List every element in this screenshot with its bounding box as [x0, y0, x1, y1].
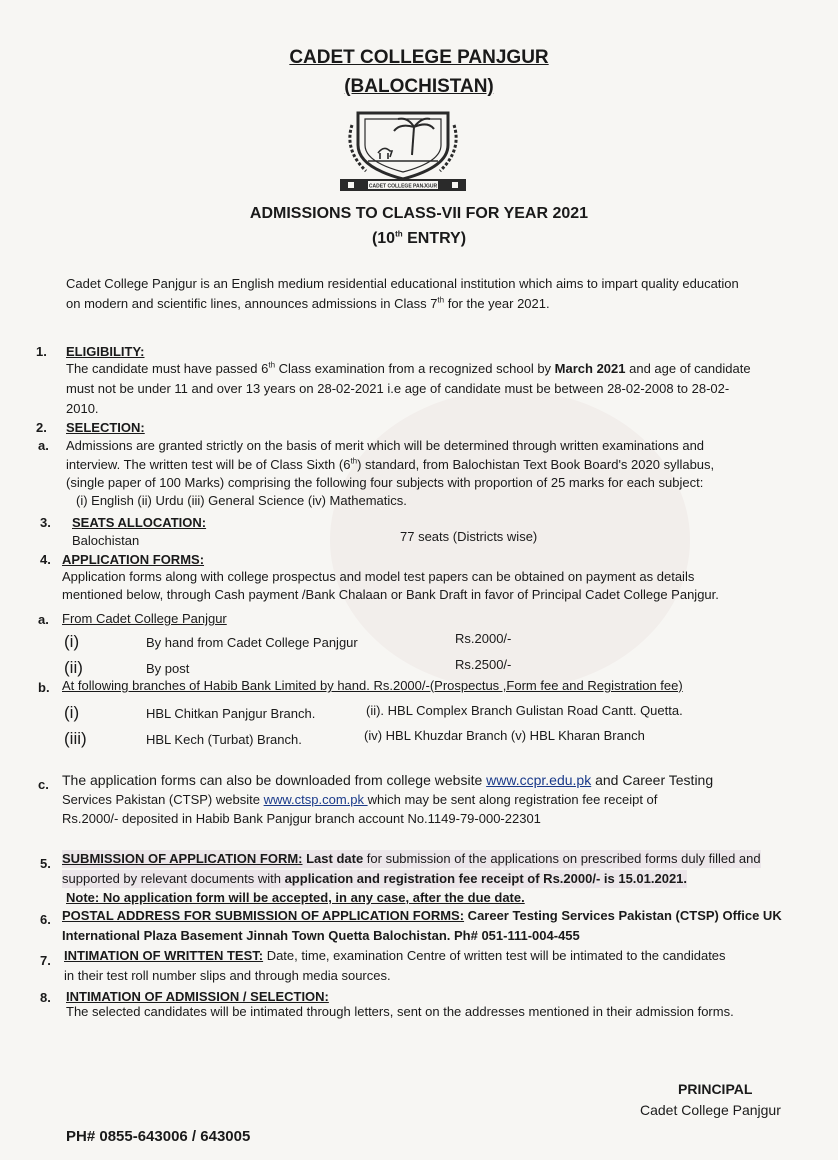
forms-a-row-1-method: By hand from Cadet College Panjgur [146, 635, 358, 650]
written-test-line-1: INTIMATION OF WRITTEN TEST: Date, time, examination Centre of written test will be intimated to the candidates [64, 948, 726, 963]
written-test-heading: INTIMATION OF WRITTEN TEST: [64, 948, 264, 963]
submission-note: Note: No application form will be accepted, in any case, after the due date. [66, 890, 525, 905]
seats-heading: SEATS ALLOCATION: [72, 515, 207, 530]
selection-subjects: (i) English (ii) Urdu (iii) General Science (iv) Mathematics. [76, 493, 407, 508]
college-website-link[interactable]: www.ccpr.edu.pk [486, 772, 592, 788]
forms-line-2: mentioned below, through Cash payment /Bank Chalaan or Bank Draft in favor of Principal Cadet College Panjgur. [62, 587, 719, 602]
forms-b-branch-kech: HBL Kech (Turbat) Branch. [146, 732, 302, 747]
college-region: (BALOCHISTAN) [344, 76, 494, 97]
intro-line-1: Cadet College Panjgur is an English medium residential educational institution which aims to impart quality education [66, 276, 739, 291]
forms-b-row-1-numeral: (i) [64, 703, 80, 722]
section-8-number: 8. [40, 990, 51, 1005]
forms-b-branch-khuzdar-kharan: (iv) HBL Khuzdar Branch (v) HBL Kharan Branch [364, 728, 645, 743]
postal-heading: POSTAL ADDRESS FOR SUBMISSION OF APPLICATION FORMS: [62, 908, 465, 923]
admission-heading: INTIMATION OF ADMISSION / SELECTION: [66, 989, 329, 1004]
forms-b-branch-chitkan: HBL Chitkan Panjgur Branch. [146, 706, 316, 721]
eligibility-heading: ELIGIBILITY: [66, 344, 145, 359]
submission-line-2: supported by relevant documents with application and registration fee receipt of Rs.2000/- is 15.01.2021. [62, 871, 688, 886]
forms-a-heading: From Cadet College Panjgur [62, 611, 227, 626]
forms-c-label: c. [38, 777, 49, 792]
section-3-number: 3. [40, 515, 51, 530]
seats-region: Balochistan [72, 533, 140, 548]
forms-b-label: b. [38, 680, 50, 695]
ctsp-website-link[interactable]: www.ctsp.com.pk [263, 792, 368, 807]
college-title: CADET COLLEGE PANJGUR [289, 47, 549, 68]
submission-heading: SUBMISSION OF APPLICATION FORM: [62, 851, 303, 866]
selection-line-2: interview. The written test will be of Class Sixth (6th) standard, from Balochistan Text Book Board's 2020 syllabus, [66, 456, 715, 472]
postal-line-1: POSTAL ADDRESS FOR SUBMISSION OF APPLICATION FORMS: Career Testing Services Pakistan (CTSP) Office UK [62, 908, 782, 923]
signatory-org: Cadet College Panjgur [640, 1102, 781, 1118]
forms-a-row-1-fee: Rs.2000/- [455, 631, 512, 646]
forms-b-heading: At following branches of Habib Bank Limited by hand. Rs.2000/-(Prospectus ,Form fee and Registration fee) [62, 678, 683, 693]
section-7-number: 7. [40, 953, 51, 968]
section-1-number: 1. [36, 344, 47, 359]
submission-line-1: SUBMISSION OF APPLICATION FORM: Last date for submission of the applications on prescribed forms duly filled and [62, 851, 761, 866]
postal-line-2: International Plaza Basement Jinnah Town Quetta Balochistan. Ph# 051-111-004-455 [62, 928, 580, 943]
forms-a-label: a. [38, 612, 49, 627]
forms-a-row-2-numeral: (ii) [64, 658, 83, 677]
admissions-title: ADMISSIONS TO CLASS-VII FOR YEAR 2021 [249, 205, 589, 222]
section-2-number: 2. [36, 420, 47, 435]
crest-caption: CADET COLLEGE PANJGUR [368, 183, 438, 190]
forms-heading: APPLICATION FORMS: [62, 552, 205, 567]
selection-heading: SELECTION: [66, 420, 145, 435]
forms-a-row-1-numeral: (i) [64, 632, 80, 651]
intro-line-2: on modern and scientific lines, announces admissions in Class 7th for the year 2021. [66, 295, 550, 311]
forms-b-row-2-numeral: (iii) [64, 729, 87, 748]
eligibility-line-2: must not be under 11 and over 13 years on 28-02-2021 i.e age of candidate must be between 28-02-2008 to 28-02- [66, 381, 730, 396]
selection-line-1: Admissions are granted strictly on the basis of merit which will be determined through written examinations and [66, 438, 705, 453]
forms-a-row-2-fee: Rs.2500/- [455, 657, 512, 672]
section-6-number: 6. [40, 912, 51, 927]
written-test-line-2: in their test roll number slips and through media sources. [64, 968, 391, 983]
contact-phone: PH# 0855-643006 / 643005 [66, 1128, 251, 1145]
section-4-number: 4. [40, 552, 51, 567]
eligibility-line-3: 2010. [66, 401, 99, 416]
seats-count: 77 seats (Districts wise) [400, 529, 538, 544]
entry-label: (10th ENTRY) [371, 229, 467, 247]
signatory-title: PRINCIPAL [678, 1081, 753, 1097]
forms-c-line-3: Rs.2000/- deposited in Habib Bank Panjgur branch account No.1149-79-000-22301 [62, 811, 541, 826]
college-crest-logo [338, 105, 468, 195]
selection-line-3: (single paper of 100 Marks) comprising the following four subjects with proportion of 25 marks for each subject: [66, 475, 704, 490]
selection-sub-label: a. [38, 438, 49, 453]
forms-b-branch-quetta: (ii). HBL Complex Branch Gulistan Road Cantt. Quetta. [366, 703, 683, 718]
forms-c-line-2: Services Pakistan (CTSP) website www.ctsp.com.pk which may be sent along registration fee receipt of [62, 792, 658, 807]
section-5-number: 5. [40, 856, 51, 871]
admission-line-1: The selected candidates will be intimated through letters, sent on the addresses mentioned in their admission forms. [66, 1004, 734, 1019]
forms-c-line-1: The application forms can also be downloaded from college website www.ccpr.edu.pk and Career Testing [62, 772, 714, 788]
forms-line-1: Application forms along with college prospectus and model test papers can be obtained on payment as details [62, 569, 695, 584]
eligibility-line-1: The candidate must have passed 6th Class examination from a recognized school by March 2021 and age of candidate [66, 360, 751, 376]
forms-a-row-2-method: By post [146, 661, 190, 676]
